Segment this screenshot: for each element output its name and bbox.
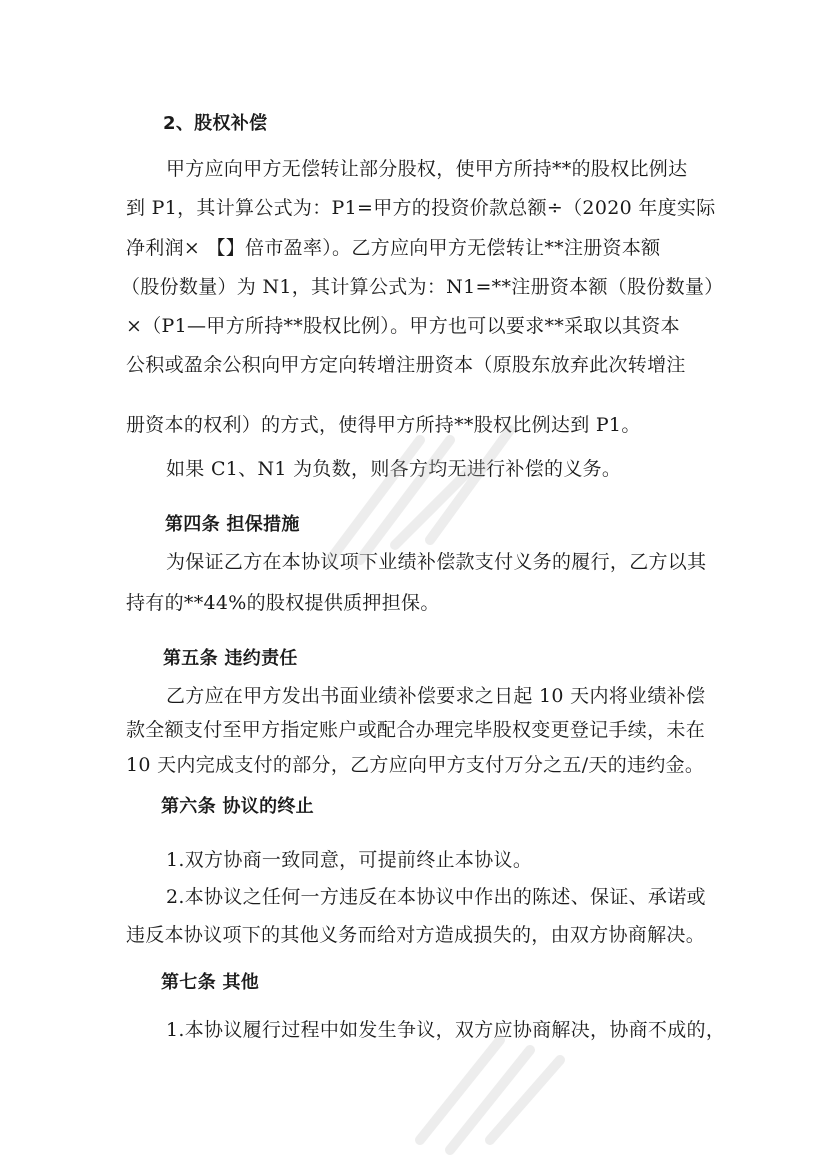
article-5-heading: 第五条 违约责任 (163, 648, 298, 669)
paragraph-line: （股份数量）为 N1，其计算公式为：N1=**注册资本额（股份数量） (121, 276, 724, 298)
list-item: 1.双方协商一致同意，可提前终止本协议。 (166, 849, 533, 871)
paragraph-line: 甲方应向甲方无偿转让部分股权，使甲方所持**的股权比例达 (166, 158, 688, 180)
paragraph-line: 净利润× 【】倍市盈率）。乙方应向甲方无偿转让**注册资本额 (126, 237, 661, 259)
article-7-heading: 第七条 其他 (161, 972, 260, 993)
paragraph-line: ×（P1—甲方所持**股权比例）。甲方也可以要求**采取以其资本 (126, 315, 680, 337)
paragraph-line: 如果 C1、N1 为负数，则各方均无进行补偿的义务。 (166, 458, 622, 480)
section-heading-equity-compensation: 2、股权补偿 (163, 113, 268, 134)
paragraph-line: 款全额支付至甲方指定账户或配合办理完毕股权变更登记手续，未在 (126, 719, 706, 741)
list-item: 2.本协议之任何一方违反在本协议中作出的陈述、保证、承诺或 (166, 886, 706, 908)
paragraph-line: 持有的**44%的股权提供质押担保。 (126, 592, 440, 614)
paragraph-line: 公积或盈余公积向甲方定向转增注册资本（原股东放弃此次转增注 (126, 354, 686, 376)
article-6-heading: 第六条 协议的终止 (161, 796, 314, 817)
paragraph-line: 违反本协议项下的其他义务而给对方造成损失的，由双方协商解决。 (126, 924, 706, 946)
article-4-heading: 第四条 担保措施 (165, 514, 300, 535)
paragraph-line: 到 P1，其计算公式为：P1=甲方的投资价款总额÷（2020 年度实际 (126, 197, 716, 219)
paragraph-line: 为保证乙方在本协议项下业绩补偿款支付义务的履行，乙方以其 (166, 551, 707, 573)
paragraph-line: 10 天内完成支付的部分，乙方应向甲方支付万分之五/天的违约金。 (126, 754, 705, 776)
list-item: 1.本协议履行过程中如发生争议，双方应协商解决，协商不成的， (166, 1019, 726, 1041)
paragraph-line: 乙方应在甲方发出书面业绩补偿要求之日起 10 天内将业绩补偿 (166, 685, 706, 707)
paragraph-line: 册资本的权利）的方式，使得甲方所持**股权比例达到 P1。 (126, 414, 641, 436)
